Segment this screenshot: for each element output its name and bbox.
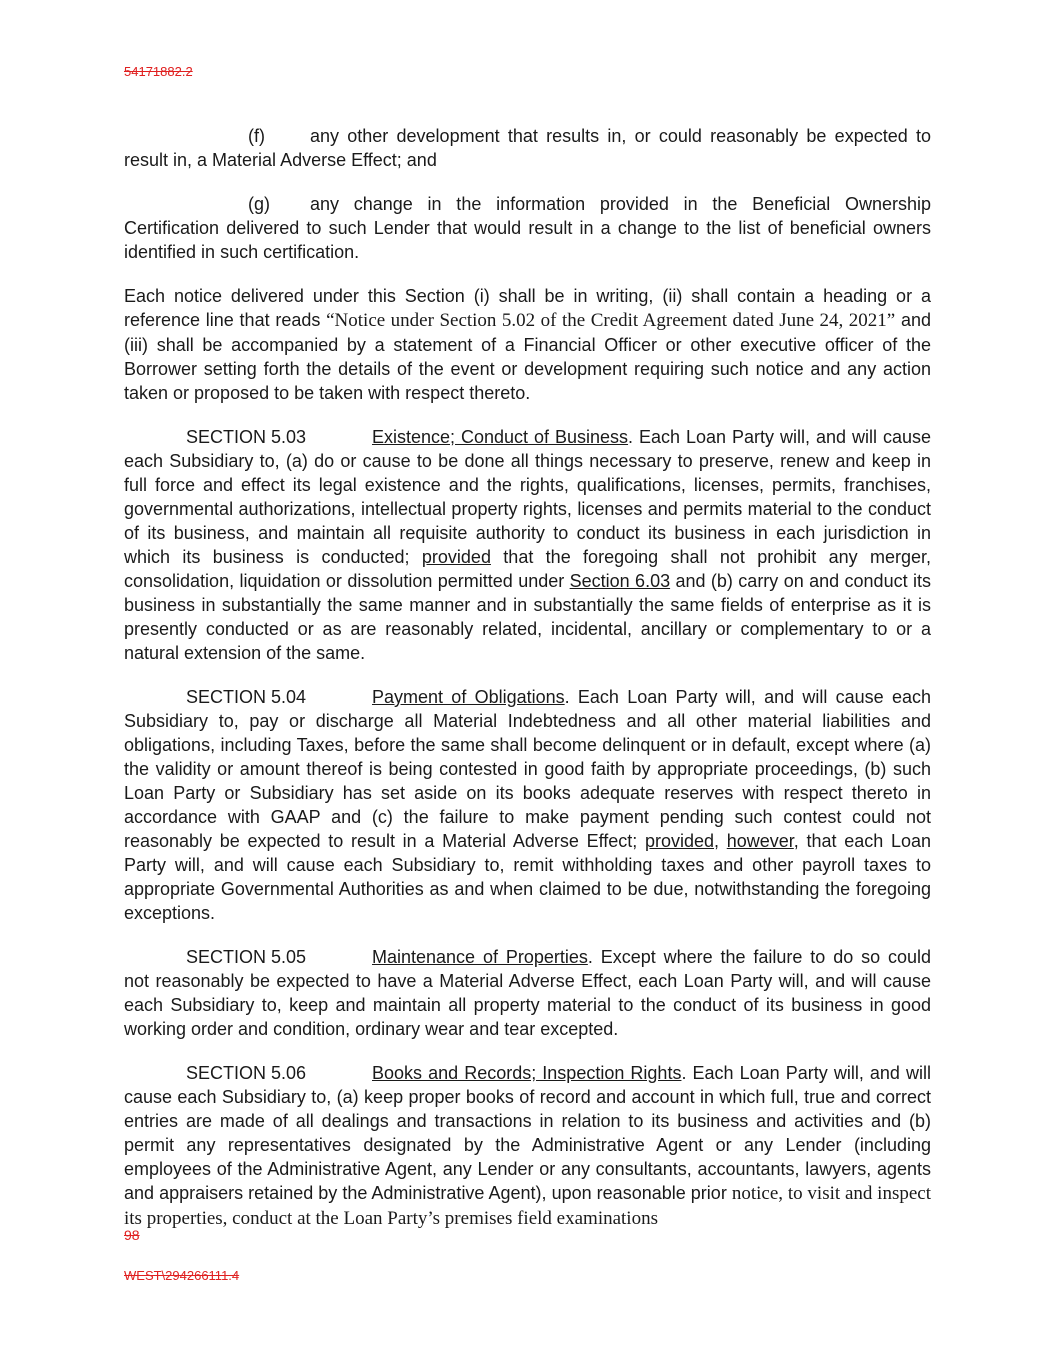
list-label-f: (f) [248, 126, 265, 146]
notice-quoted-reference: “Notice under Section 5.02 of the Credit Agreement dated June 24, 2021” [326, 310, 896, 331]
section-text: that the foregoing shall not prohibit any merger, consolidation, liquidation or dissolution permitted under [124, 547, 932, 591]
section-number: SECTION 5.05 [186, 947, 307, 967]
section-text-serif: notice, to visit and inspect its properties, conduct at the Loan Party’s premises field examinations [124, 1183, 931, 1229]
section-number: SECTION 5.06 [186, 1063, 307, 1083]
section-text: . Each Loan Party will, and will cause each Subsidiary to, (a) do or cause to be done all things necessary to preserve, renew and keep in full force and effect its legal existence and the rights, qualifications, licenses, permits, franchises, governmental authorizations, intellectual property rights, licenses and permits material to the conduct of its business, and maintain all requisite authority to conduct its business in each jurisdiction in which its business is conducted; [124, 427, 931, 567]
section-text: . Except where the failure to do so could not reasonably be expected to have a Material Adverse Effect, each Loan Party will, and will cause each Subsidiary to, keep and maintain all property material to the conduct of its business in good working order and condition, ordinary wear and tear excepted. [124, 947, 931, 1039]
section-title: Maintenance of Properties [372, 947, 588, 967]
section-5-05 [124, 945, 931, 1041]
section-5-04 [124, 685, 931, 925]
notice-text-part2: and (iii) shall be accompanied by a statement of a Financial Officer or other executive officer of the Borrower setting forth the details of the event or development requiring such notice and any action taken or proposed to be taken with respect thereto. [124, 310, 931, 403]
section-text: . Each Loan Party will, and will cause each Subsidiary to, pay or discharge all Material Indebtedness and all other material liabilities and obligations, including Taxes, before the same shall become delinquent or in default, except where (a) the validity or amount thereof is being contested in good faith by appropriate proceedings, (b) such Loan Party or Subsidiary has set aside on its books adequate reserves with respect thereto in accordance with GAAP and (c) the failure to make payment pending such contest could not reasonably be expected to result in a Material Adverse Effect; [124, 687, 931, 851]
section-text: and (b) carry on and conduct its business in substantially the same manner and in substantially the same fields of enterprise as it is presently conducted or as are reasonably related, incidental, ancillary or complementary to or a natural extension of the same. [124, 571, 931, 663]
footer-document-id: WEST\294266111.4 [124, 1268, 240, 1283]
list-item-g [124, 192, 931, 264]
list-text-g: any change in the information provided in the Beneficial Ownership Certification delivered to such Lender that would result in a change to the list of beneficial owners identified in such certification. [124, 194, 931, 262]
underlined-term: provided [644, 831, 715, 851]
document-body [124, 124, 931, 1251]
notice-text-part1: Each notice delivered under this Section (i) shall be in writing, (ii) shall contain a heading or a reference line that reads [124, 286, 931, 330]
section-number: SECTION 5.03 [186, 427, 307, 447]
page-number: 98 [124, 1227, 140, 1243]
section-title: Existence; Conduct of Business [372, 427, 629, 447]
list-item-f [124, 124, 931, 172]
section-number: SECTION 5.04 [186, 687, 307, 707]
section-title: Payment of Obligations [372, 687, 565, 707]
underlined-term: provided [421, 547, 491, 567]
section-text: . Each Loan Party will, and will cause each Subsidiary to, (a) keep proper books of record and account in which full, true and correct entries are made of all dealings and transactions in relation to its business and activities and (b) permit any representatives designated by the Administrative Agent or any Lender (including employees of the Administrative Agent, any Lender or any consultants, accountants, lawyers, agents and appraisers retained by the Administrative Agent), upon reasonable prior [124, 1063, 931, 1203]
header-document-id: 54171882.2 [124, 64, 193, 79]
list-label-g: (g) [248, 194, 270, 214]
separator-text: , [714, 831, 727, 851]
section-text: , that each Loan Party will, and will cause each Subsidiary to, remit withholding taxes and other payroll taxes to appropriate Governmental Authorities as and when claimed to be due, notwithstanding the foregoing exceptions. [124, 831, 931, 923]
section-5-06 [124, 1061, 931, 1231]
list-text-f: any other development that results in, or could reasonably be expected to result in, a Material Adverse Effect; and [124, 126, 931, 170]
section-cross-reference: Section 6.03 [569, 571, 671, 591]
section-title: Books and Records; Inspection Rights [372, 1063, 682, 1083]
underlined-term: however [726, 831, 794, 851]
section-5-03 [124, 425, 931, 665]
notice-paragraph [124, 284, 931, 405]
